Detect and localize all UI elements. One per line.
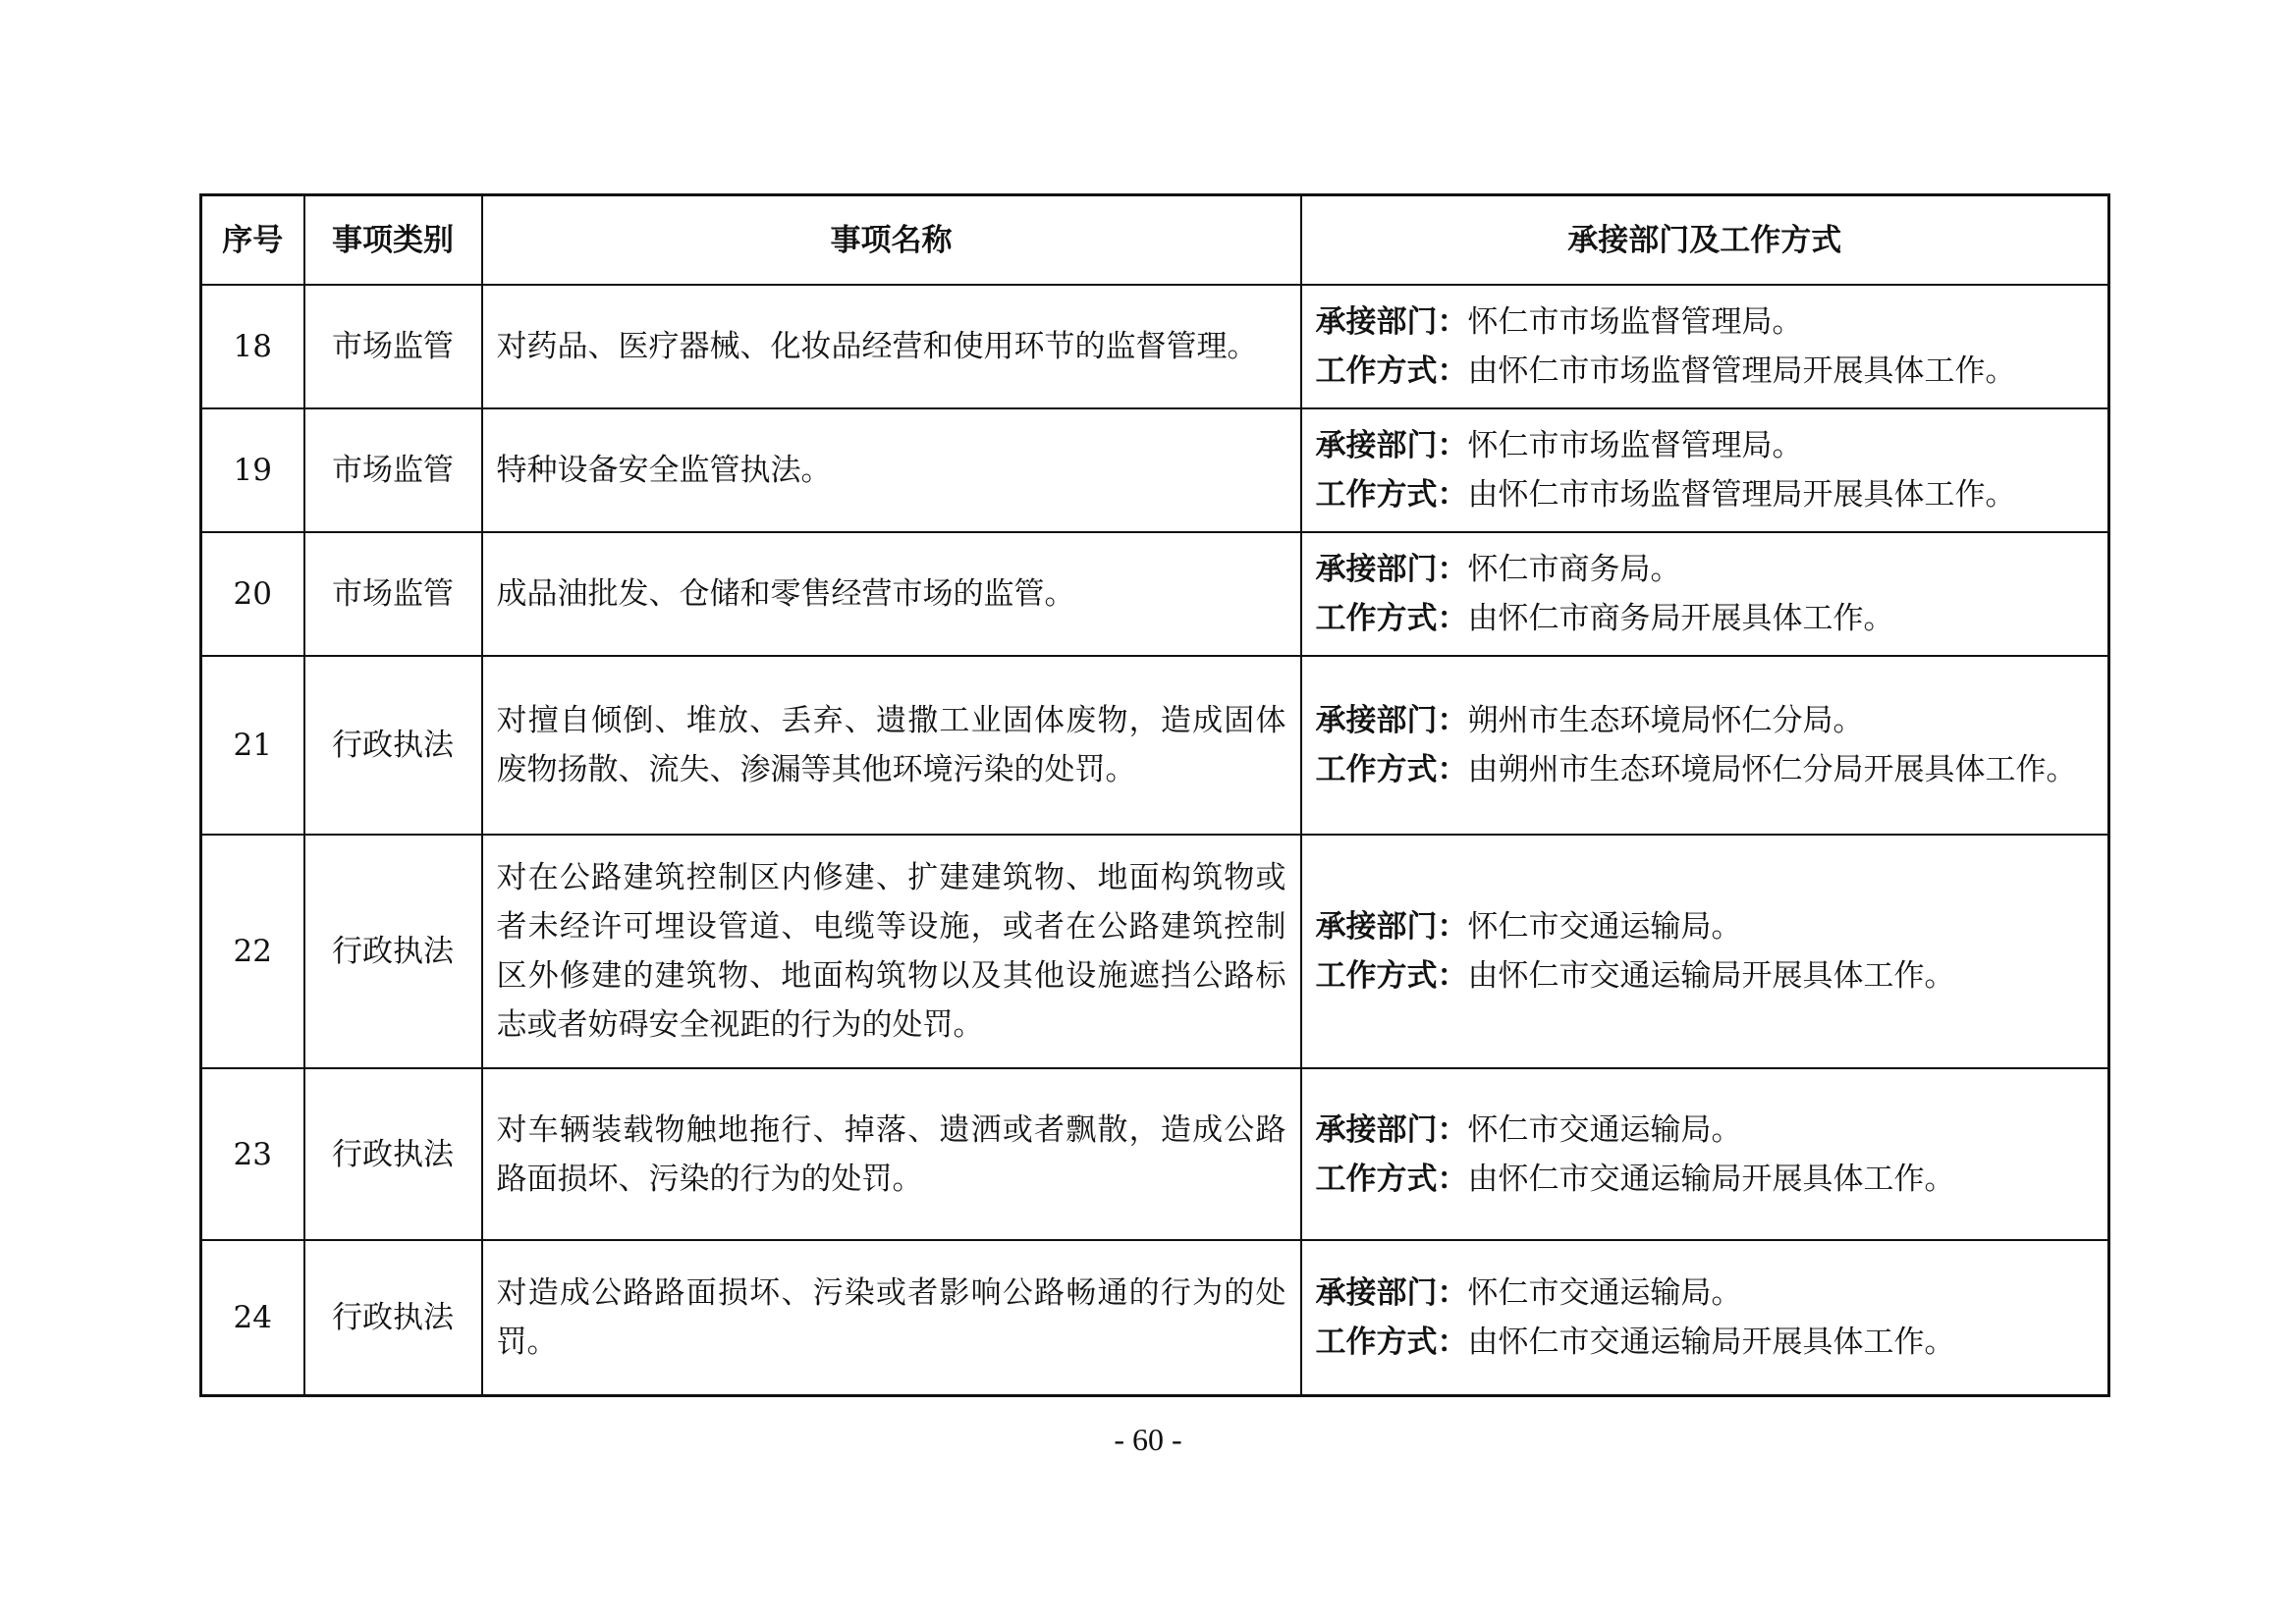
dept-label: 承接部门：: [1315, 552, 1468, 587]
dept-line: [1316, 298, 2095, 347]
items-table: [199, 193, 2110, 1397]
row-item-name: 对药品、医疗器械、化妆品经营和使用环节的监督管理。: [482, 285, 1301, 408]
table-row: [201, 408, 2109, 532]
dept-label: 承接部门：: [1315, 1111, 1468, 1148]
dept-label: 承接部门：: [1315, 909, 1468, 945]
row-category: 行政执法: [304, 1240, 482, 1395]
row-item-name: 对造成公路路面损坏、污染或者影响公路畅通的行为的处罚。: [482, 1240, 1301, 1395]
header-dept: 承接部门及工作方式: [1301, 195, 2109, 286]
row-number: 23: [201, 1068, 304, 1240]
dept-value: 朔州市生态环境局怀仁分局。: [1467, 703, 1864, 738]
table-header-row: [201, 195, 2109, 286]
row-number: 24: [201, 1240, 304, 1395]
dept-value: 怀仁市交通运输局。: [1467, 1274, 1742, 1311]
method-label: 工作方式：: [1315, 353, 1468, 389]
dept-value: 怀仁市市场监督管理局。: [1467, 304, 1803, 340]
row-category: 行政执法: [304, 835, 482, 1068]
table-row: [201, 532, 2109, 656]
header-category: 事项类别: [304, 195, 482, 286]
method-line: [1316, 745, 2095, 794]
method-value: 由朔州市生态环境局怀仁分局开展具体工作。: [1467, 752, 2077, 787]
method-value: 由怀仁市交通运输局开展具体工作。: [1467, 958, 1955, 994]
method-label: 工作方式：: [1315, 477, 1468, 513]
table-row: [201, 285, 2109, 408]
row-number: 20: [201, 532, 304, 656]
row-category: 市场监管: [304, 285, 482, 408]
row-dept-method: [1301, 408, 2109, 532]
row-dept-method: [1301, 1240, 2109, 1395]
method-line: [1316, 594, 2095, 643]
row-category: 市场监管: [304, 532, 482, 656]
header-no: 序号: [201, 195, 304, 286]
method-label: 工作方式：: [1315, 752, 1468, 787]
row-number: 21: [201, 656, 304, 835]
table-row: [201, 656, 2109, 835]
table-row: [201, 1068, 2109, 1240]
row-item-name: 对擅自倾倒、堆放、丢弃、遗撒工业固体废物，造成固体废物扬散、流失、渗漏等其他环境污染的处罚。: [482, 656, 1301, 835]
method-line: [1316, 470, 2095, 519]
dept-value: 怀仁市交通运输局。: [1467, 909, 1742, 945]
method-label: 工作方式：: [1315, 601, 1468, 636]
method-label: 工作方式：: [1315, 1161, 1468, 1197]
header-name: 事项名称: [482, 195, 1301, 286]
table-row: [201, 1240, 2109, 1395]
row-number: 19: [201, 408, 304, 532]
row-dept-method: [1301, 656, 2109, 835]
dept-value: 怀仁市交通运输局。: [1467, 1111, 1742, 1148]
row-item-name: 对在公路建筑控制区内修建、扩建建筑物、地面构筑物或者未经许可埋设管道、电缆等设施，或者在公路建筑控制区外修建的建筑物、地面构筑物以及其他设施遮挡公路标志或者妨碍安全视距的行为的处罚。: [482, 835, 1301, 1068]
row-category: 市场监管: [304, 408, 482, 532]
dept-line: [1316, 1106, 2095, 1155]
method-label: 工作方式：: [1315, 1324, 1468, 1360]
dept-line: [1316, 1269, 2095, 1318]
row-dept-method: [1301, 1068, 2109, 1240]
method-value: 由怀仁市市场监督管理局开展具体工作。: [1467, 477, 2016, 513]
dept-label: 承接部门：: [1315, 1274, 1468, 1311]
dept-value: 怀仁市市场监督管理局。: [1467, 428, 1803, 463]
row-item-name: 特种设备安全监管执法。: [482, 408, 1301, 532]
method-line: [1316, 1155, 2095, 1204]
method-value: 由怀仁市商务局开展具体工作。: [1467, 601, 1894, 636]
row-item-name: 成品油批发、仓储和零售经营市场的监管。: [482, 532, 1301, 656]
dept-label: 承接部门：: [1315, 703, 1468, 738]
dept-value: 怀仁市商务局。: [1467, 552, 1681, 587]
row-item-name: 对车辆装载物触地拖行、掉落、遗洒或者飘散，造成公路路面损坏、污染的行为的处罚。: [482, 1068, 1301, 1240]
row-category: 行政执法: [304, 656, 482, 835]
dept-line: [1316, 902, 2095, 951]
method-label: 工作方式：: [1315, 958, 1468, 994]
dept-line: [1316, 421, 2095, 470]
dept-label: 承接部门：: [1315, 428, 1468, 463]
method-line: [1316, 347, 2095, 396]
dept-line: [1316, 545, 2095, 594]
page-number: - 60 -: [1114, 1422, 1182, 1457]
row-dept-method: [1301, 835, 2109, 1068]
row-dept-method: [1301, 532, 2109, 656]
method-value: 由怀仁市市场监督管理局开展具体工作。: [1467, 353, 2016, 389]
table-row: [201, 835, 2109, 1068]
method-line: [1316, 951, 2095, 1001]
method-line: [1316, 1318, 2095, 1367]
dept-label: 承接部门：: [1315, 304, 1468, 340]
row-category: 行政执法: [304, 1068, 482, 1240]
row-number: 18: [201, 285, 304, 408]
method-value: 由怀仁市交通运输局开展具体工作。: [1467, 1324, 1955, 1360]
dept-line: [1316, 696, 2095, 745]
row-number: 22: [201, 835, 304, 1068]
row-dept-method: [1301, 285, 2109, 408]
method-value: 由怀仁市交通运输局开展具体工作。: [1467, 1161, 1955, 1197]
